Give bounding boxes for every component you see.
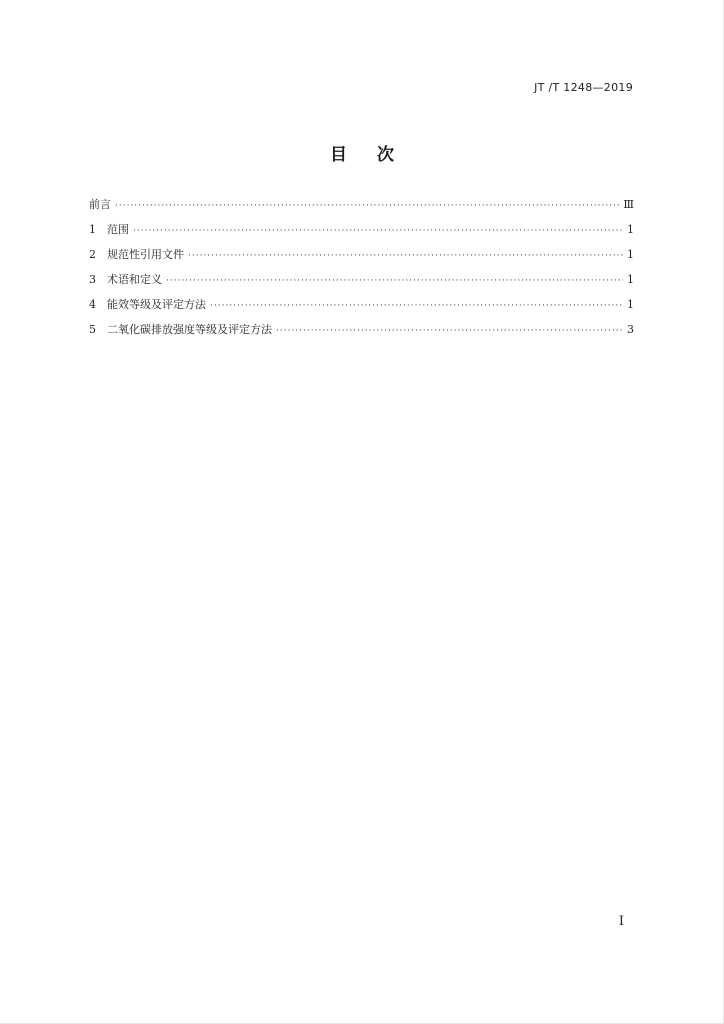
toc-entry-page: 3 — [627, 323, 634, 336]
toc-entry-page: 1 — [627, 223, 634, 236]
toc-leader-dots — [166, 273, 623, 289]
toc-entry-number: 2 — [89, 248, 96, 261]
toc-entry-number: 4 — [89, 298, 96, 311]
toc-entry-foreword[interactable] — [89, 197, 634, 222]
toc-leader-dots — [276, 323, 623, 339]
toc-entry-scope[interactable] — [89, 222, 634, 247]
toc-entry-text: 能效等级及评定方法 — [107, 298, 206, 311]
toc-entry-terms-definitions[interactable] — [89, 272, 634, 297]
toc-leader-dots — [188, 248, 623, 264]
toc-entry-page: 1 — [627, 298, 634, 311]
toc-entry-number: 5 — [89, 323, 96, 336]
toc-entry-energy-efficiency[interactable] — [89, 297, 634, 322]
toc-entry-text: 二氧化碳排放强度等级及评定方法 — [107, 323, 272, 336]
toc-entry-page: 1 — [627, 248, 634, 261]
standard-code: JT /T 1248—2019 — [534, 81, 633, 94]
toc-leader-dots — [210, 298, 623, 314]
toc-leader-dots — [133, 223, 623, 239]
toc-entry-text: 术语和定义 — [107, 273, 162, 286]
toc-entry-text: 范围 — [107, 223, 129, 236]
toc-entry-number: 3 — [89, 273, 96, 286]
page-number: I — [618, 914, 624, 929]
toc-list — [89, 197, 634, 347]
toc-entry-text: 规范性引用文件 — [107, 248, 184, 261]
toc-title-char: 次 — [376, 145, 394, 165]
toc-entry-co2-emission[interactable] — [89, 322, 634, 347]
toc-entry-number: 1 — [89, 223, 96, 236]
toc-title — [0, 140, 724, 165]
toc-leader-dots — [115, 198, 619, 214]
toc-entry-normative-references[interactable] — [89, 247, 634, 272]
toc-entry-text: 前言 — [89, 198, 111, 211]
toc-title-char: 目 — [330, 145, 348, 165]
toc-entry-page: Ⅲ — [623, 198, 634, 211]
toc-entry-page: 1 — [627, 273, 634, 286]
